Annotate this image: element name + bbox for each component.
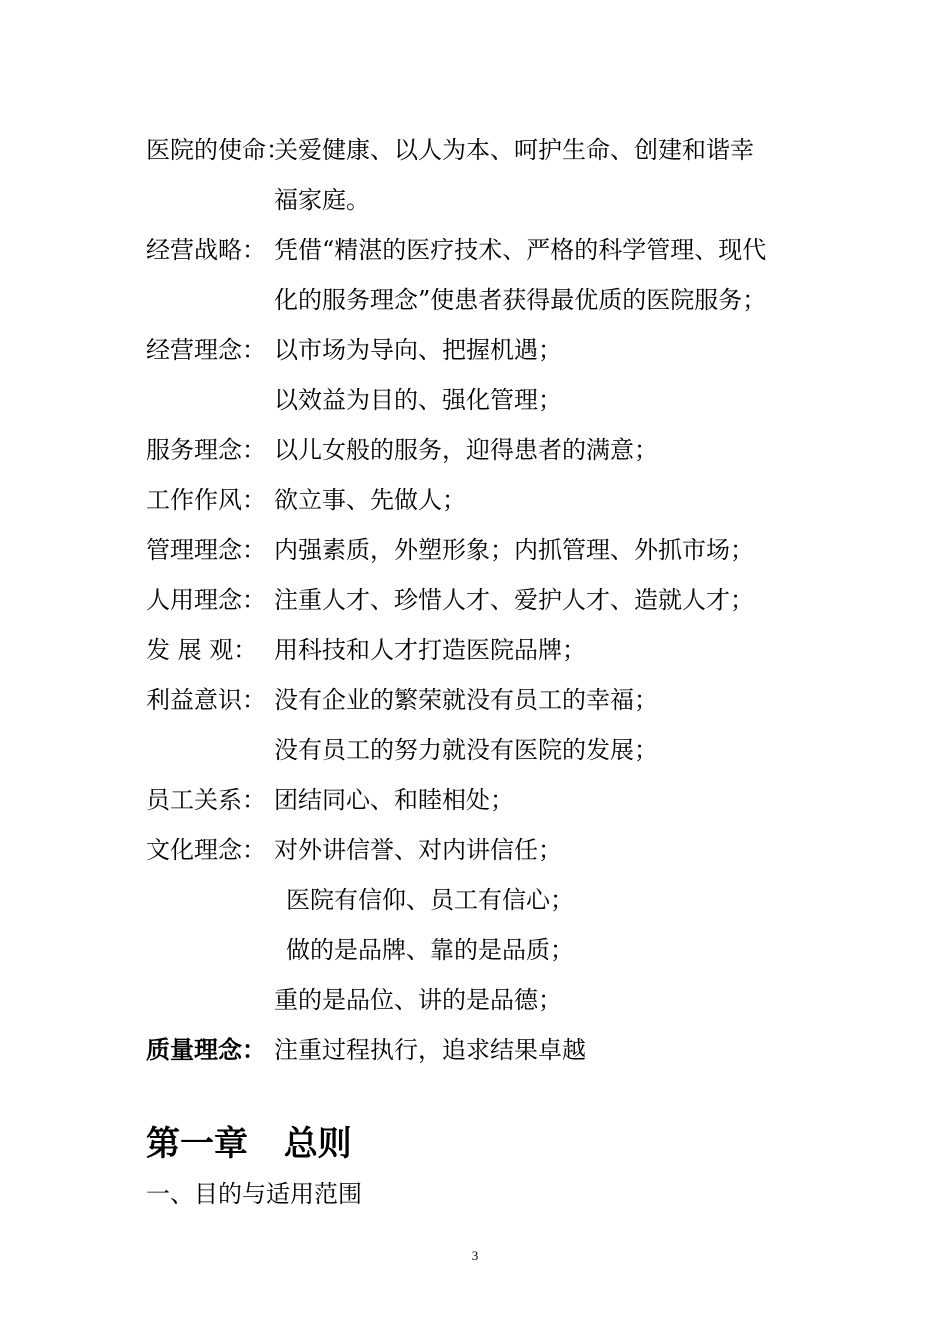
chapter-number: 第一章 xyxy=(146,1124,248,1164)
management-label: 管理理念： xyxy=(146,536,266,564)
quality-label: 质量理念： xyxy=(146,1035,266,1064)
culture-line-4 xyxy=(274,984,562,1016)
service-label: 服务理念： xyxy=(146,436,266,464)
service-text: 以儿女般的服务，迎得患者的满意； xyxy=(274,436,658,464)
quality-line xyxy=(146,1034,586,1066)
mission-label: 医院的使命： xyxy=(146,136,290,164)
operation-line-1 xyxy=(146,334,562,366)
development-text: 用科技和人才打造医院品牌； xyxy=(274,636,586,664)
culture-text-3: 做的是品牌、靠的是品质； xyxy=(286,936,574,964)
interest-text-2: 没有员工的努力就没有医院的发展； xyxy=(274,736,658,764)
strategy-text-1: 凭借“精湛的医疗技术、严格的科学管理、现代 xyxy=(274,236,767,264)
strategy-text-2: 化的服务理念”使患者获得最优质的医院服务； xyxy=(274,286,767,314)
strategy-label: 经营战略： xyxy=(146,236,266,264)
interest-text-1: 没有企业的繁荣就没有员工的幸福； xyxy=(274,686,658,714)
chapter-title: 总则 xyxy=(283,1124,352,1164)
culture-text-1: 对外讲信誉、对内讲信任； xyxy=(274,836,562,864)
culture-label: 文化理念： xyxy=(146,836,266,864)
development-label: 发 展 观： xyxy=(146,636,258,664)
culture-text-2: 医院有信仰、员工有信心； xyxy=(286,886,574,914)
service-line xyxy=(146,434,658,466)
quality-text: 注重过程执行，追求结果卓越 xyxy=(274,1036,586,1064)
relation-text: 团结同心、和睦相处； xyxy=(274,786,514,814)
talent-line xyxy=(146,584,754,616)
interest-line-2 xyxy=(274,734,658,766)
style-text: 欲立事、先做人； xyxy=(274,486,466,514)
culture-text-4: 重的是品位、讲的是品德； xyxy=(274,986,562,1014)
section-heading: 一、目的与适用范围 xyxy=(146,1180,362,1208)
mission-line-2 xyxy=(274,184,370,216)
relation-line xyxy=(146,784,514,816)
operation-text-1: 以市场为导向、把握机遇； xyxy=(274,336,562,364)
operation-text-2: 以效益为目的、强化管理； xyxy=(274,386,562,414)
strategy-line-1 xyxy=(146,234,766,266)
culture-line-2 xyxy=(286,884,574,916)
culture-line-1 xyxy=(146,834,562,866)
chapter-heading xyxy=(146,1122,352,1166)
page-number: 3 xyxy=(471,1248,479,1263)
management-text: 内强素质，外塑形象；内抓管理、外抓市场； xyxy=(274,536,754,564)
talent-text: 注重人才、珍惜人才、爱护人才、造就人才； xyxy=(274,586,754,614)
mission-line-1 xyxy=(146,134,754,166)
mission-text-2: 福家庭。 xyxy=(274,186,370,214)
management-line xyxy=(146,534,754,566)
mission-text-1: 关爱健康、以人为本、呵护生命、创建和谐幸 xyxy=(274,136,754,164)
interest-label: 利益意识： xyxy=(146,686,266,714)
strategy-line-2 xyxy=(274,284,766,316)
operation-line-2 xyxy=(274,384,562,416)
interest-line-1 xyxy=(146,684,658,716)
relation-label: 员工关系： xyxy=(146,786,266,814)
style-line xyxy=(146,484,466,516)
style-label: 工作作风： xyxy=(146,486,266,514)
development-line xyxy=(146,634,586,666)
operation-label: 经营理念： xyxy=(146,336,266,364)
talent-label: 人用理念： xyxy=(146,586,266,614)
culture-line-3 xyxy=(286,934,574,966)
